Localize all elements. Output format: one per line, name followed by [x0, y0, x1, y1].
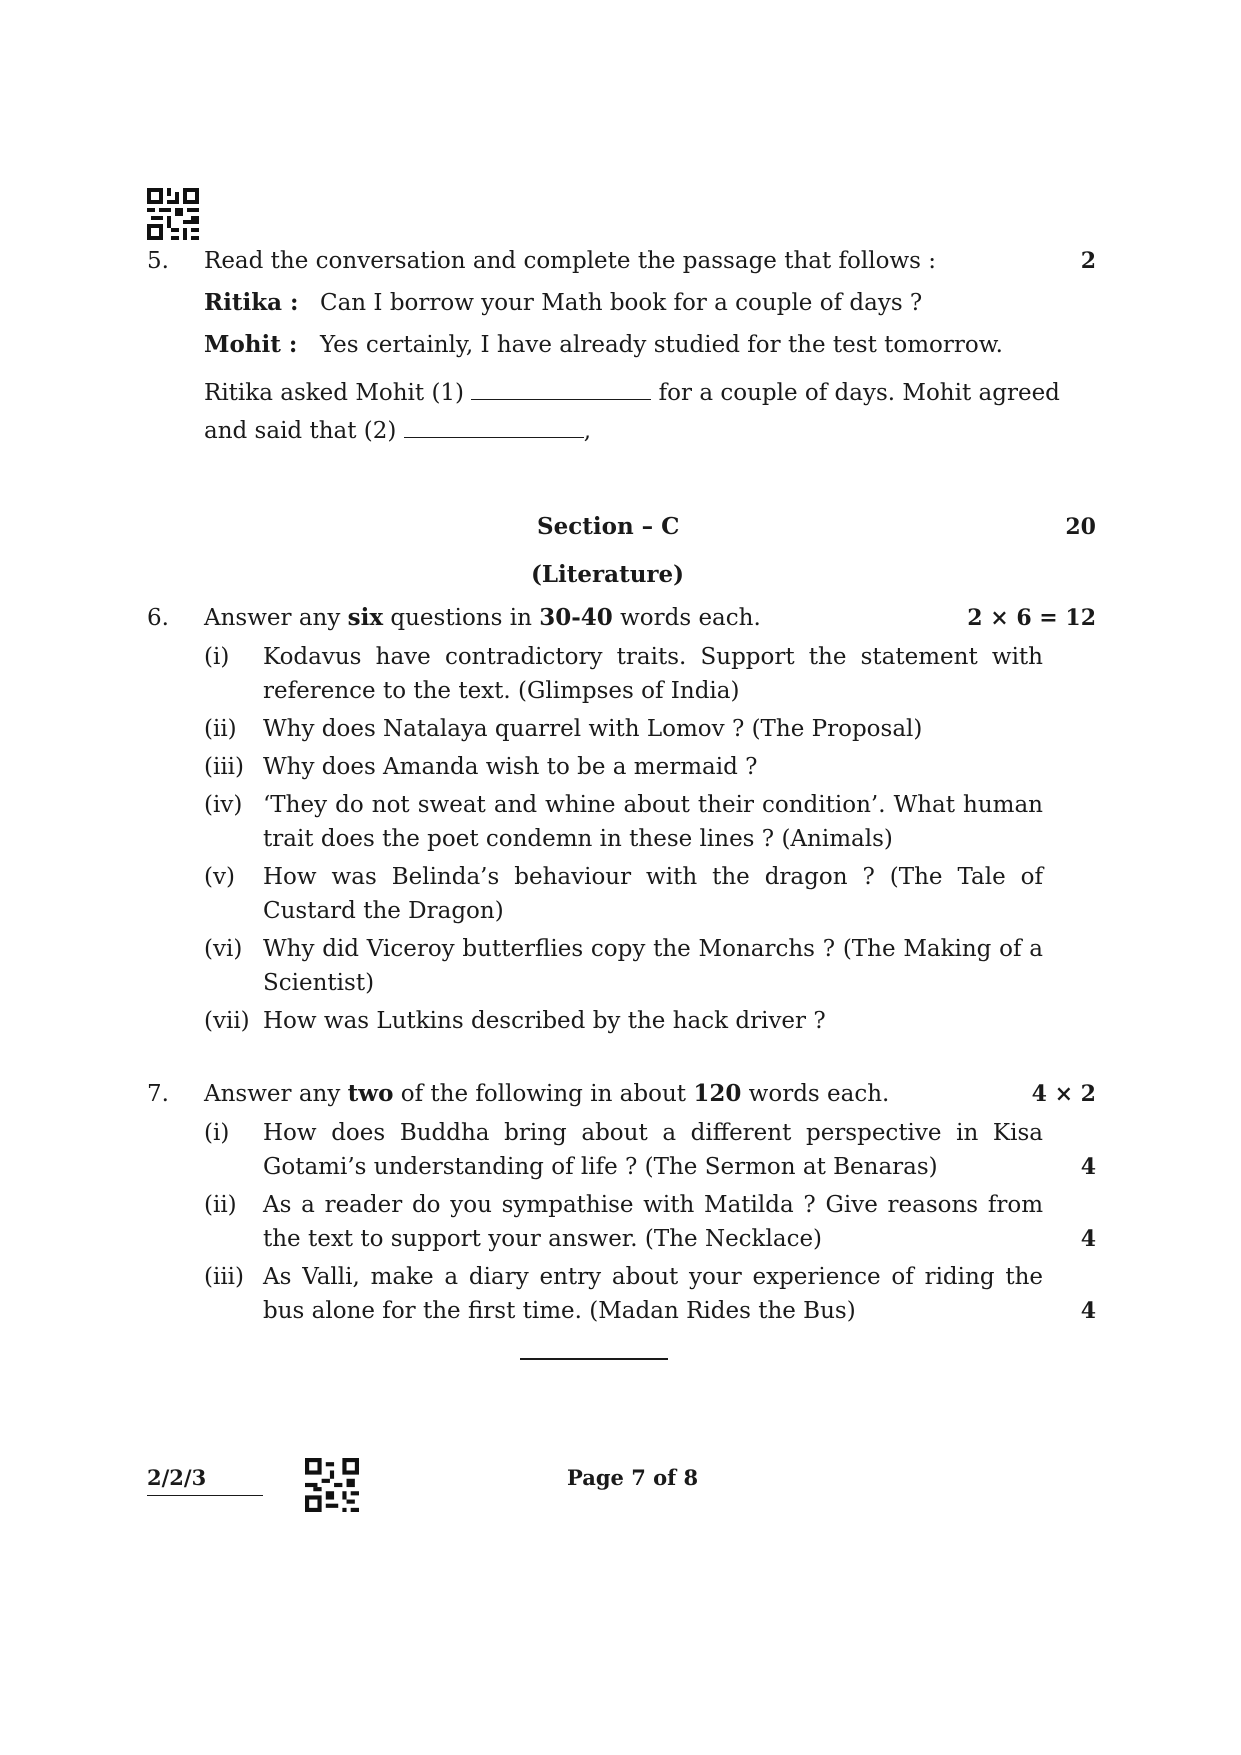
sub-question-text: How was Lutkins described by the hack driver ? — [263, 1008, 826, 1034]
prompt-text: Answer any — [204, 605, 348, 631]
question-marks: 2 × 6 = 12 — [967, 605, 1096, 631]
sub-question-text: As Valli, make a diary entry about your experience of riding the bus alone for the first time. (Madan Rides the Bus) — [263, 1264, 1043, 1324]
question-marks: 2 — [1080, 248, 1096, 274]
question-number: 6. — [147, 605, 169, 631]
passage-line — [204, 376, 1060, 410]
section-marks: 20 — [1065, 514, 1096, 540]
sub-question-number: (vii) — [204, 1008, 250, 1034]
sub-question-text: How was Belinda’s behaviour with the dragon ? (The Tale of Custard the Dragon) — [263, 864, 1043, 924]
sub-question-text: As a reader do you sympathise with Matilda ? Give reasons from the text to support your answer. (The Necklace) — [263, 1192, 1043, 1252]
sub-question-number: (iv) — [204, 792, 243, 818]
answer-blank — [404, 417, 584, 438]
page-number: Page 7 of 8 — [567, 1465, 699, 1490]
passage-line — [204, 414, 591, 448]
question-prompt: Read the conversation and complete the passage that follows : — [204, 248, 937, 274]
sub-question-number: (v) — [204, 864, 235, 890]
question-number: 5. — [147, 248, 169, 274]
sub-question-marks: 4 — [1080, 1154, 1096, 1180]
prompt-emphasis: 30-40 — [539, 604, 613, 631]
answer-blank — [471, 379, 651, 400]
sub-question-number: (ii) — [204, 1192, 237, 1218]
sub-question-number: (ii) — [204, 716, 237, 742]
sub-question-text: Why does Amanda wish to be a mermaid ? — [263, 754, 758, 780]
speaker-name: Ritika : — [204, 289, 299, 316]
sub-question-text: Why does Natalaya quarrel with Lomov ? (The Proposal) — [263, 716, 923, 742]
sub-question-text: Kodavus have contradictory traits. Support the statement with reference to the text. (Glimpses of India) — [263, 644, 1043, 704]
sub-question-number: (vi) — [204, 936, 243, 962]
sub-question-marks: 4 — [1080, 1298, 1096, 1324]
prompt-text: questions in — [383, 605, 540, 631]
speaker-name: Mohit : — [204, 331, 298, 358]
dialogue-line: Yes certainly, I have already studied for the test tomorrow. — [320, 332, 1003, 358]
qr-code-icon — [305, 1458, 359, 1512]
prompt-text: of the following in about — [393, 1081, 694, 1107]
sub-question-marks: 4 — [1080, 1226, 1096, 1252]
question-marks: 4 × 2 — [1031, 1081, 1096, 1107]
qr-code-icon — [147, 188, 199, 240]
question-prompt — [204, 601, 761, 635]
paper-code-underline — [147, 1495, 263, 1496]
prompt-text: words each. — [612, 605, 761, 631]
passage-text: and said that (2) — [204, 418, 397, 444]
question-number: 7. — [147, 1081, 169, 1107]
passage-text: , — [583, 418, 591, 444]
section-title: Section – C — [537, 513, 680, 540]
paper-code: 2/2/3 — [147, 1465, 207, 1490]
dialogue-line: Can I borrow your Math book for a couple of days ? — [320, 290, 923, 316]
sub-question-text: Why did Viceroy butterflies copy the Monarchs ? (The Making of a Scientist) — [263, 936, 1043, 996]
prompt-text: words each. — [741, 1081, 890, 1107]
section-subtitle: (Literature) — [531, 561, 685, 588]
passage-text: for a couple of days. Mohit agreed — [658, 380, 1060, 406]
prompt-emphasis: two — [347, 1080, 394, 1107]
end-rule — [520, 1358, 668, 1360]
prompt-emphasis: six — [347, 604, 384, 631]
prompt-text: Answer any — [204, 1081, 348, 1107]
passage-text: Ritika asked Mohit (1) — [204, 380, 465, 406]
sub-question-number: (iii) — [204, 1264, 245, 1290]
sub-question-text: How does Buddha bring about a different perspective in Kisa Gotami’s understanding of life ? (The Sermon at Benaras) — [263, 1120, 1043, 1180]
question-prompt — [204, 1077, 889, 1111]
sub-question-number: (i) — [204, 644, 230, 670]
sub-question-text: ‘They do not sweat and whine about their condition’. What human trait does the poet condemn in these lines ? (Animals) — [263, 792, 1043, 852]
sub-question-number: (i) — [204, 1120, 230, 1146]
prompt-emphasis: 120 — [693, 1080, 742, 1107]
sub-question-number: (iii) — [204, 754, 245, 780]
